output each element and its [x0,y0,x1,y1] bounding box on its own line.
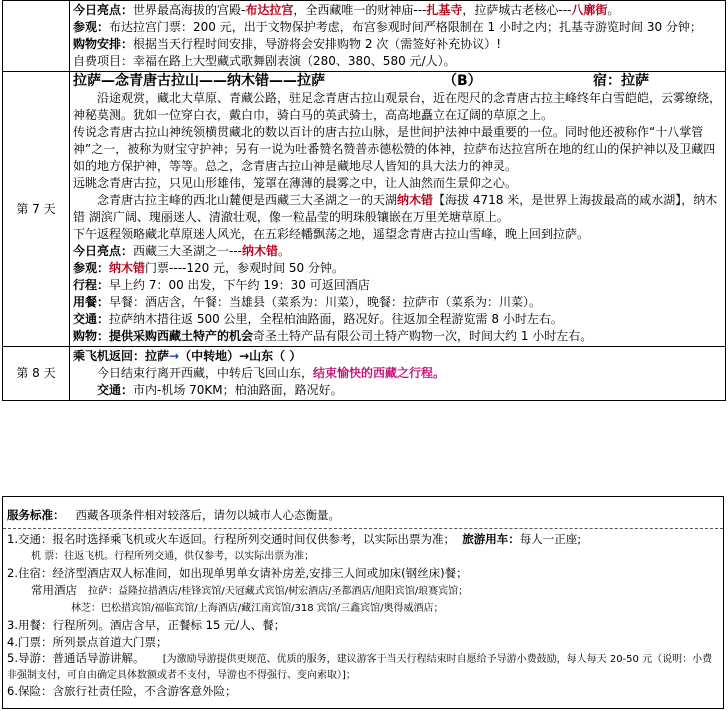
day7-meals: 用餐：早餐：酒店含，午餐：当雄县（菜系为：川菜），晚餐：拉萨市（菜系为：川菜）。 [73,295,542,309]
day7-details-cell [70,72,726,347]
day7-route: 拉萨—念青唐古拉山——纳木错——拉萨 [73,73,325,89]
standards-item-5: 5.导游：普通话导游讲解。 [为激励导游提供更规范、优质的服务，建议游客于当天行程结束时自愿给予导游小费鼓励，每人每天 20-50 元（说明：小费非强制支付，可自由确定具体数额或者不支付，导游也不得强行、变向索取）]； [7,651,713,681]
day7-shopping: 购物：提供采购西藏土特产的机会奇圣土特产品有限公司土特产购物一次，时间大约 1 小时左右。 [73,329,593,343]
day6-highlight: 今日亮点：世界最高海拔的宫殿-布达拉宫，全西藏唯一的财神庙---扎基寺，拉萨城古老核心---八廓街。 [73,3,620,17]
day7-para-4: 念青唐古拉主峰的西北山麓便是西藏三大圣湖之一的天湖纳木错【海拔 4718 米，是世界上海拔最高的咸水湖】，纳木错 湖滨广阔、瑰丽迷人、清澈壮观，像一粒晶莹的明珠般镶嵌在万里羌塘草原上。 [73,193,718,224]
day8-details-cell [70,347,726,401]
day6-optional-items: 自费项目：幸福在路上大型藏式歌舞剧表演（280、380、580 元/人）。 [73,54,456,68]
standards-item-1: 1.交通：报名时选择乘飞机或火车返回。行程所列交通时间仅供参考，以实际出票为准； 旅游用车：每人一正座; [7,532,582,546]
day6-visit: 参观：布达拉宫门票：200 元，出于文物保护考虑，布宫参观时间严格限制在 1 小时之内；扎基寺游览时间 30 分钟； [73,20,702,34]
standards-header: 服务标准： 西藏各项条件相对较落后，请勿以城市人心态衡量。 [7,508,340,522]
standards-item-1-sub: 机 票：往返飞机。行程所列交通，供仅参考，以实际出票为准； [31,551,315,562]
day7-para-1: 沿途观赏，藏北大草原、青藏公路，驻足念青唐古拉山观景台，近在咫尺的念青唐古拉主峰终年白雪皑皑，云雾缭绕，神秘莫测。犹如一位穿白衣，戴白巾，骑白马的英武骑士，高高地矗立在辽阔的草原之上。 [73,91,722,122]
day7-label: 第 7 天 [3,72,70,347]
standards-item-2: 2.住宿：经济型酒店双人标准间，如出现单男单女请补房差,安排三人间或加床(钢丝床)餐； [7,566,468,580]
standards-item-3: 3.用餐：行程所列。酒店含早，正餐标 15 元/人、餐； [7,618,286,632]
day7-para-2: 传说念青唐古拉山神统领横贯藏北的数以百计的唐古拉山脉，是世间护法神中最重要的一位。同时他还被称作“十八掌管神”之一，被称为财宝守护神；另有一说为吐番赞名赞普赤德松赞的体神，拉萨布达拉宫所在地的红山的保护神以及卫藏四如的地方保护神，等等。总之，念青唐古拉山神是藏地尽人皆知的具大法力的神灵。 [73,125,716,173]
day7-route-code: （B） [443,73,482,89]
day7-row [3,72,726,347]
divider [3,528,723,529]
day6-shopping: 购物安排：根据当天行程时间安排，导游将会安排购物 2 次（需签好补充协议）! [73,37,502,51]
day7-visit: 参观：纳木错门票----120 元，参观时间 50 分钟。 [73,261,344,275]
service-standards-box [2,496,724,709]
day7-stay: 宿：拉萨 [593,73,649,89]
day6-label-cell [3,1,70,72]
day7-schedule: 行程：早上约 7：00 出发，下午约 19：30 可返回酒店 [73,278,370,292]
day7-para-3: 远眺念青唐古拉，只见山形雄伟，笼罩在薄薄的晨雾之中，让人油然而生景仰之心。 [73,176,518,190]
arrow-right-icon: → [239,349,250,363]
day8-label: 第 8 天 [3,347,70,401]
day7-highlight: 今日亮点：西藏三大圣湖之一---纳木错。 [73,244,291,258]
day6-details-cell [70,1,726,72]
arrow-right-icon: → [169,349,180,363]
day7-traffic: 交通：拉萨纳木措往返 500 公里，全程柏油路面，路况好。往返加全程游览需 8 小时左右。 [73,312,563,326]
day6-row-tail [3,1,726,72]
day8-route: 乘飞机返回：拉萨→（中转地）→山东（ ） [73,349,302,363]
standards-item-2-sub: 常用酒店 拉萨：益隆拉措酒店/桂锋宾馆/天冠藏式宾馆/树宏酒店/圣都酒店/旭阳宾馆/琅赛宾馆； [31,583,469,597]
day7-para-5: 下午返程领略藏北草原迷人风光，在五彩经幡飘荡之地，遥望念青唐古拉山雪峰，晚上回到拉萨。 [73,227,590,241]
standards-item-6: 6.保险：含旅行社责任险，不含游客意外险； [7,684,237,698]
day8-line-1: 今日结束行离开西藏，中转后飞回山东，结束愉快的西藏之行程。 [97,366,446,380]
standards-item-4: 4.门票：所列景点首道大门票； [7,635,168,649]
itinerary-table [2,0,726,401]
standards-item-2-sub-2: 林芝：巴松措宾馆/福临宾馆/上海酒店/藏江南宾馆/318 宾馆/三鑫宾馆/奥得威酒店； [71,603,444,614]
day8-traffic: 交通：市内-机场 70KM；柏油路面，路况好。 [97,383,343,397]
day8-row [3,347,726,401]
day7-route-line [73,73,722,90]
